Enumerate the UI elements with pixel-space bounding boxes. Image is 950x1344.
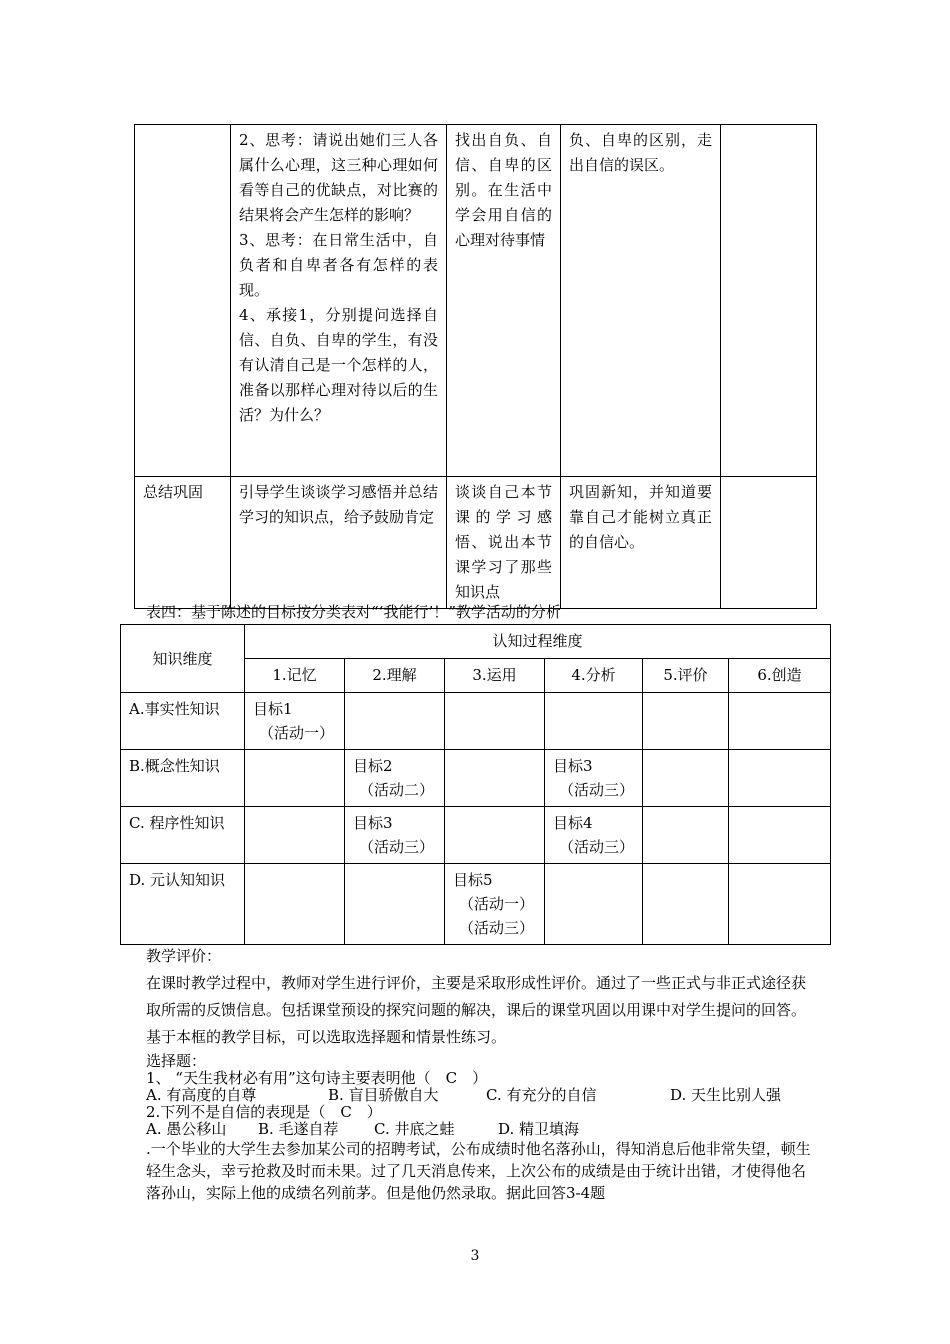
activity-label: （活动二）	[359, 781, 435, 799]
goal-label: 目标3	[353, 814, 393, 832]
goal-cell	[345, 807, 445, 864]
question-1-options	[146, 1087, 816, 1104]
table4-caption: 表四：基于陈述的目标按分类表对“‘我能行’！”教学活动的分析	[146, 603, 561, 621]
goal-label: 目标1	[253, 700, 293, 718]
column-header: 1.记忆	[245, 659, 345, 693]
empty-cell	[245, 750, 345, 807]
goal-label: 目标5	[453, 871, 493, 889]
table-row	[121, 750, 831, 807]
stage-cell: 总结巩固	[135, 477, 231, 609]
table-row	[121, 864, 831, 945]
objective-classification-table	[120, 624, 831, 945]
option: C. 井底之蛙	[374, 1120, 455, 1138]
student-activity-cell: 找出自负、自信、自卑的区别。在生活中学会用自信的心理对待事情	[447, 125, 561, 477]
empty-cell	[643, 750, 729, 807]
row-label: B.概念性知识	[121, 750, 245, 807]
empty-cell	[729, 864, 831, 945]
design-intent-cell: 负、自卑的区别，走出自信的误区。	[561, 125, 721, 477]
empty-cell	[729, 693, 831, 750]
activity-label: （活动三）	[459, 919, 535, 937]
empty-cell	[445, 750, 545, 807]
stage-cell	[135, 125, 231, 477]
empty-cell	[445, 693, 545, 750]
table-row	[121, 807, 831, 864]
activity-label: （活动三）	[559, 838, 635, 856]
table-header-row	[121, 625, 831, 659]
design-intent-cell: 巩固新知，并知道要靠自己才能树立真正的自信心。	[561, 477, 721, 609]
column-header: 2.理解	[345, 659, 445, 693]
option: D. 天生比别人强	[670, 1086, 782, 1104]
story-paragraph: .一个毕业的大学生去参加某公司的招聘考试，公布成绩时他名落孙山，得知消息后他非常失望，顿生轻生念头，幸亏抢救及时而未果。过了几天消息传来，上次公布的成绩是由于统计出错，才使得他名落孙山，实际上他的成绩名列前茅。但是他仍然录取。据此回答3-4题	[146, 1140, 811, 1202]
table-row	[121, 693, 831, 750]
goal-cell	[445, 864, 545, 945]
note-cell	[721, 125, 817, 477]
teaching-evaluation-section	[146, 943, 816, 1204]
empty-cell	[345, 864, 445, 945]
activity-label: （活动三）	[559, 781, 635, 799]
option: C. 有充分的自信	[486, 1086, 597, 1104]
goal-label: 目标3	[553, 757, 593, 775]
option: B. 毛遂自荐	[258, 1120, 339, 1138]
row-label: A.事实性知识	[121, 693, 245, 750]
teacher-activity-item: 2、思考：请说出她们三人各属什么心理，这三种心理如何看等自己的优缺点，对比赛的结果将会产生怎样的影响？	[239, 131, 438, 224]
teacher-activity-cell	[231, 125, 447, 477]
goal-label: 目标2	[353, 757, 393, 775]
option: D. 精卫填海	[498, 1120, 580, 1138]
empty-cell	[729, 807, 831, 864]
activity-label: （活动一）	[259, 724, 335, 742]
paragraph: 基于本框的教学目标，可以选取选择题和情景性练习。	[146, 1028, 507, 1046]
section-heading: 教学评价：	[146, 947, 222, 965]
row-label: D. 元认知知识	[121, 864, 245, 945]
goal-cell	[545, 807, 643, 864]
paragraph: 在课时教学过程中，教师对学生进行评价，主要是采取形成性评价。通过了一些正式与非正式途径获取所需的反馈信息。包括课堂预设的探究问题的解决，课后的课堂巩固以用课中对学生提问的回答。	[146, 974, 807, 1019]
teacher-activity-item: 4、承接1，分别提问选择自信、自负、自卑的学生，有没有认清自己是一个怎样的人，准备以那样心理对待以后的生活？为什么？	[239, 306, 438, 424]
empty-cell	[445, 807, 545, 864]
row-label: C. 程序性知识	[121, 807, 245, 864]
option: A. 有高度的自尊	[146, 1086, 257, 1104]
goal-cell	[545, 750, 643, 807]
empty-cell	[643, 864, 729, 945]
lesson-process-table	[134, 124, 817, 609]
column-header: 5.评价	[643, 659, 729, 693]
knowledge-dimension-header	[121, 625, 245, 693]
column-header: 4.分析	[545, 659, 643, 693]
teacher-activity-item: 3、思考：在日常生活中，自负者和自卑者各有怎样的表现。	[239, 231, 438, 299]
activity-label: （活动一）	[459, 895, 535, 913]
question-1: 1、 “天生我材必有用”这句诗主要表明他（ C ）	[146, 1069, 488, 1087]
cognitive-dimension-header: 认知过程维度	[245, 625, 831, 659]
column-header: 3.运用	[445, 659, 545, 693]
question-2-options	[146, 1121, 816, 1138]
empty-cell	[643, 693, 729, 750]
option: A. 愚公移山	[146, 1120, 227, 1138]
goal-cell	[245, 693, 345, 750]
corner-label: 知识维度	[152, 649, 213, 668]
table-row	[135, 125, 817, 477]
goal-cell	[345, 750, 445, 807]
empty-cell	[545, 864, 643, 945]
empty-cell	[545, 693, 643, 750]
column-header: 6.创造	[729, 659, 831, 693]
choice-heading: 选择题：	[146, 1052, 207, 1070]
empty-cell	[345, 693, 445, 750]
note-cell	[721, 477, 817, 609]
activity-label: （活动三）	[359, 838, 435, 856]
teacher-activity-item: 引导学生谈谈学习感悟并总结学习的知识点，给予鼓励肯定	[239, 483, 438, 526]
empty-cell	[729, 750, 831, 807]
page-number: 3	[470, 1248, 480, 1264]
table-row	[135, 477, 817, 609]
goal-label: 目标4	[553, 814, 593, 832]
option: B. 盲目骄傲自大	[328, 1086, 439, 1104]
empty-cell	[245, 807, 345, 864]
question-2: 2.下列不是自信的表现是（ C ）	[146, 1103, 382, 1121]
empty-cell	[245, 864, 345, 945]
empty-cell	[643, 807, 729, 864]
student-activity-cell: 谈谈自己本节课的学习感悟、说出本节课学习了那些知识点	[447, 477, 561, 609]
teacher-activity-cell	[231, 477, 447, 609]
